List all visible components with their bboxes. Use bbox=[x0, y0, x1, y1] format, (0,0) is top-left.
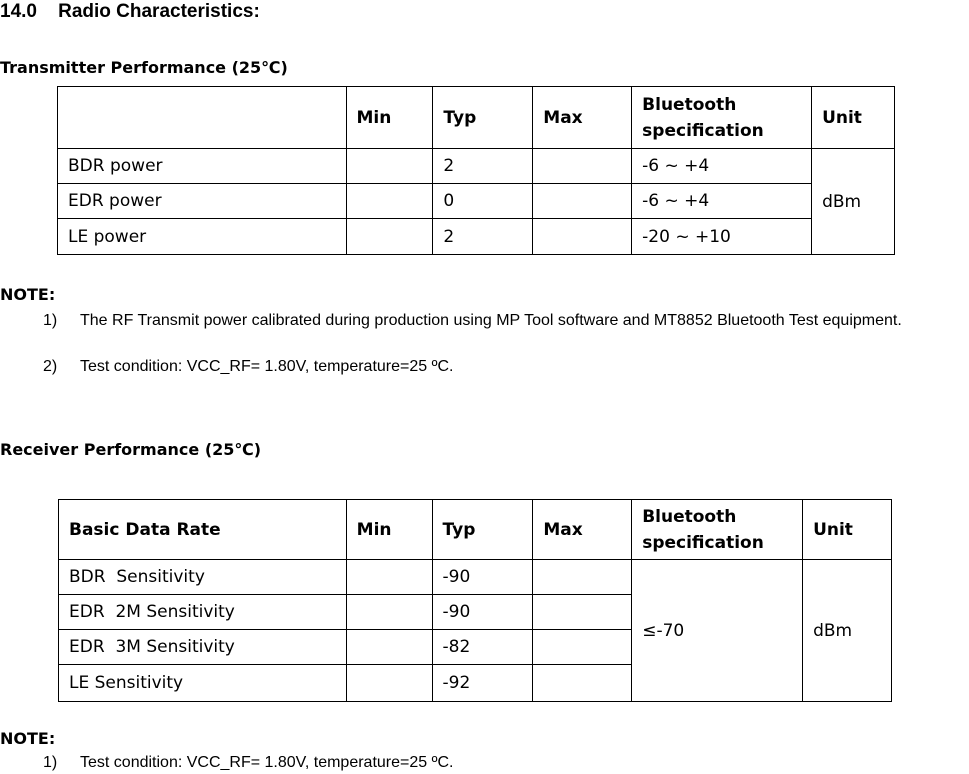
note-text: Test condition: VCC_RF= 1.80V, temperature=25 ºC. bbox=[80, 358, 454, 375]
max-cell bbox=[533, 219, 632, 255]
spec-cell: -20 ~ +10 bbox=[632, 219, 812, 255]
table-header-row bbox=[59, 500, 892, 560]
note-text: The RF Transmit power calibrated during production using MP Tool software and MT8852 Bluetooth Test equipment. bbox=[80, 312, 902, 329]
note-number: 1) bbox=[43, 754, 58, 771]
table-row bbox=[58, 149, 895, 184]
transmitter-table bbox=[57, 86, 895, 255]
spec-cell: ≤-70 bbox=[632, 560, 803, 702]
row-label: LE Sensitivity bbox=[59, 665, 347, 702]
min-cell bbox=[346, 595, 432, 630]
row-label: LE power bbox=[58, 219, 347, 255]
transmitter-note-2 bbox=[40, 358, 967, 376]
note-number: 2) bbox=[43, 358, 58, 375]
header-cell: Typ bbox=[433, 87, 533, 149]
min-cell bbox=[346, 665, 432, 702]
transmitter-note-1 bbox=[40, 312, 967, 330]
header-cell: Unit bbox=[803, 500, 892, 560]
unit-cell: dBm bbox=[812, 149, 895, 255]
header-cell: Min bbox=[346, 500, 432, 560]
note-text: Test condition: VCC_RF= 1.80V, temperature=25 ºC. bbox=[80, 754, 454, 771]
typ-cell: -90 bbox=[432, 560, 533, 595]
typ-cell: 2 bbox=[433, 149, 533, 184]
max-cell bbox=[533, 595, 632, 630]
typ-cell: -92 bbox=[432, 665, 533, 702]
max-cell bbox=[533, 184, 632, 219]
min-cell bbox=[346, 184, 433, 219]
header-cell: Min bbox=[346, 87, 433, 149]
min-cell bbox=[346, 219, 433, 255]
typ-cell: 0 bbox=[433, 184, 533, 219]
receiver-note-title: NOTE: bbox=[0, 729, 56, 748]
section-heading: 14.0 Radio Characteristics: bbox=[0, 1, 260, 22]
receiver-table bbox=[58, 499, 892, 702]
table-row bbox=[59, 560, 892, 595]
transmitter-note-title: NOTE: bbox=[0, 285, 56, 304]
typ-cell: -82 bbox=[432, 630, 533, 665]
receiver-title: Receiver Performance (25℃) bbox=[0, 440, 262, 459]
header-cell bbox=[58, 87, 347, 149]
header-cell: Max bbox=[533, 87, 632, 149]
spec-cell: -6 ~ +4 bbox=[632, 184, 812, 219]
header-cell: Max bbox=[533, 500, 632, 560]
table-row bbox=[58, 219, 895, 255]
table-header-row bbox=[58, 87, 895, 149]
row-label: BDR Sensitivity bbox=[59, 560, 347, 595]
receiver-note-1 bbox=[40, 754, 967, 772]
transmitter-title: Transmitter Performance (25℃) bbox=[0, 58, 288, 77]
row-label: BDR power bbox=[58, 149, 347, 184]
min-cell bbox=[346, 630, 432, 665]
header-cell: Bluetooth specification bbox=[632, 500, 803, 560]
max-cell bbox=[533, 149, 632, 184]
header-cell: Bluetooth specification bbox=[632, 87, 812, 149]
header-cell: Typ bbox=[432, 500, 533, 560]
note-number: 1) bbox=[43, 312, 58, 329]
spec-cell: -6 ~ +4 bbox=[632, 149, 812, 184]
table-row bbox=[58, 184, 895, 219]
header-cell: Unit bbox=[812, 87, 895, 149]
min-cell bbox=[346, 560, 432, 595]
typ-cell: 2 bbox=[433, 219, 533, 255]
unit-cell: dBm bbox=[803, 560, 892, 702]
row-label: EDR 2M Sensitivity bbox=[59, 595, 347, 630]
max-cell bbox=[533, 560, 632, 595]
row-label: EDR 3M Sensitivity bbox=[59, 630, 347, 665]
max-cell bbox=[533, 665, 632, 702]
max-cell bbox=[533, 630, 632, 665]
min-cell bbox=[346, 149, 433, 184]
header-cell: Basic Data Rate bbox=[59, 500, 347, 560]
typ-cell: -90 bbox=[432, 595, 533, 630]
row-label: EDR power bbox=[58, 184, 347, 219]
